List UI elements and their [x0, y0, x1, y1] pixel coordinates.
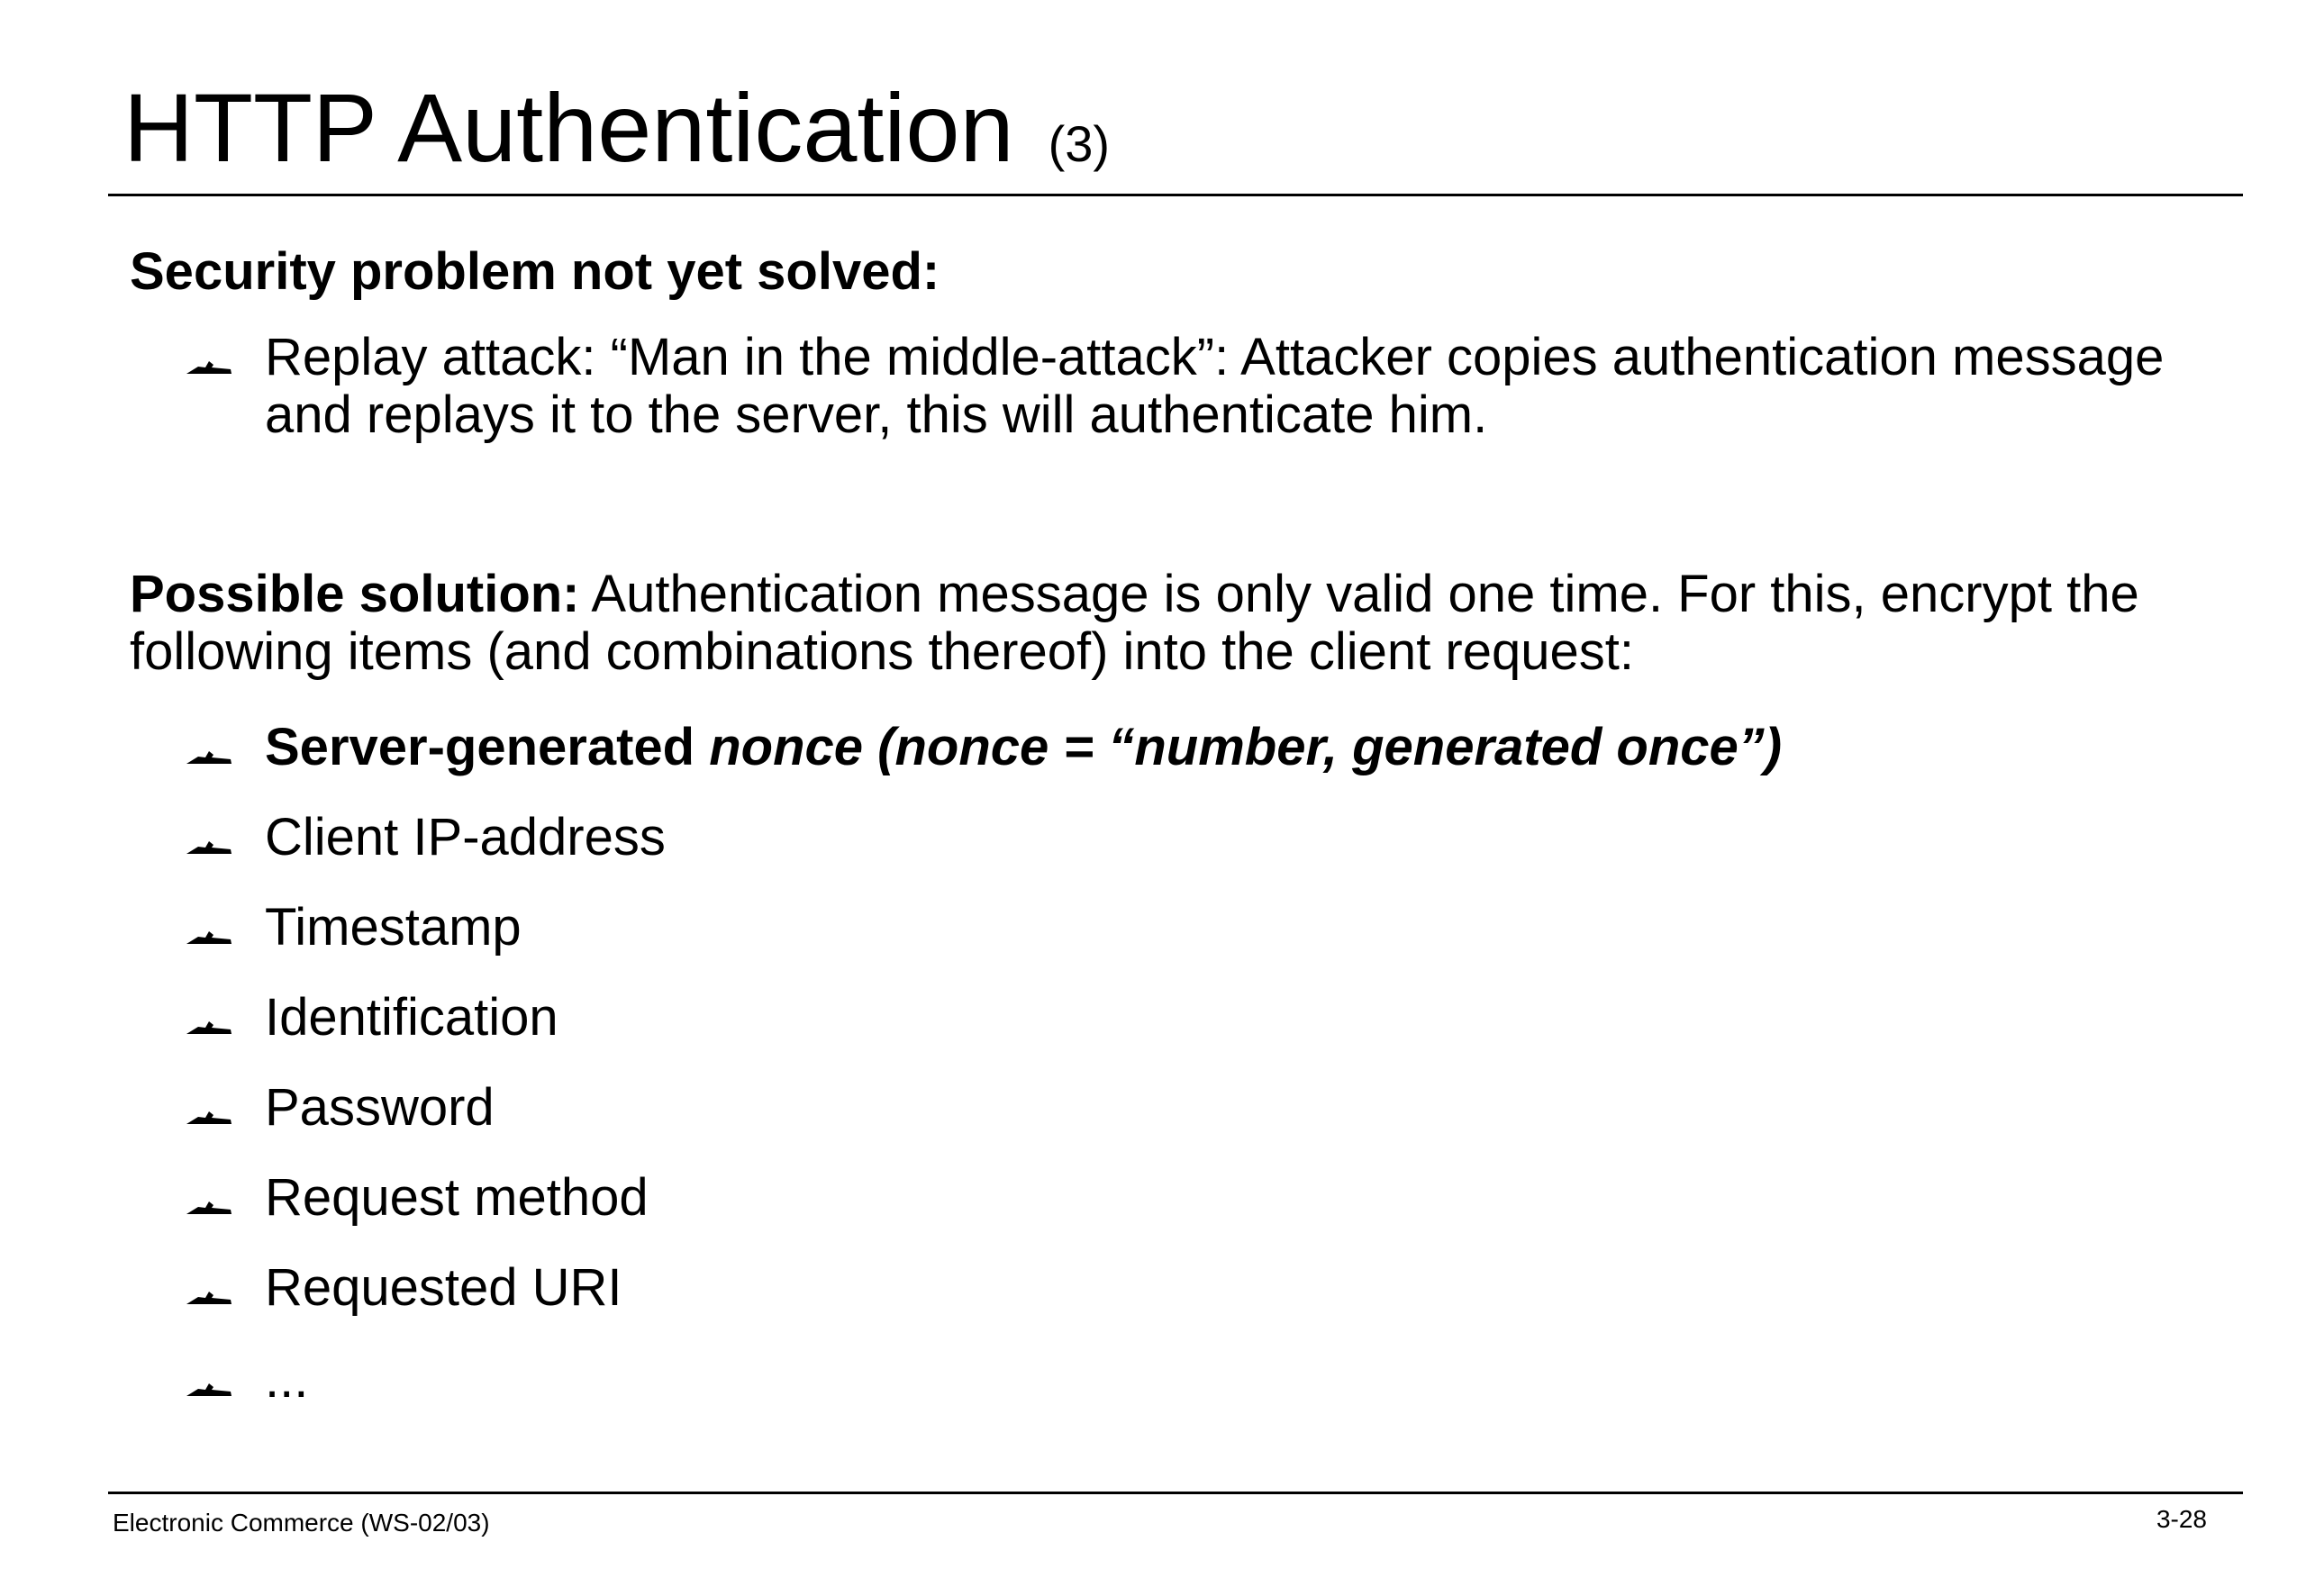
section-heading-security: Security problem not yet solved: — [130, 242, 940, 301]
hand-pointer-icon — [186, 1378, 232, 1398]
bullet-request-method — [180, 1169, 2252, 1227]
possible-solution-label: Possible solution: — [130, 565, 580, 623]
slide-title-main: HTTP Authentication — [123, 73, 1014, 182]
bullet-password — [180, 1079, 2252, 1137]
footer-divider — [108, 1492, 2243, 1494]
bullet-text: Requested URI — [265, 1258, 622, 1317]
bullet-requested-uri — [180, 1259, 2252, 1317]
bullet-identification — [180, 989, 2252, 1047]
slide-title — [123, 74, 1110, 198]
hand-pointer-icon — [186, 836, 232, 856]
bullet-text: ... — [265, 1350, 309, 1409]
title-divider — [108, 194, 2243, 196]
bullet-text: Password — [265, 1078, 495, 1137]
bullet-text: Identification — [265, 988, 558, 1047]
hand-pointer-icon — [186, 1286, 232, 1306]
slide-title-suffix: (3) — [1048, 115, 1111, 172]
bullet-text: Client IP-address — [265, 808, 666, 866]
bullet-text: Replay attack: “Man in the middle-attack”: Attacker copies authentication message and replays it to the server, this will authenticate him. — [265, 328, 2165, 444]
bullet-replay-attack — [180, 329, 2252, 444]
possible-solution-text: Authentication message is only valid one time. For this, encrypt the following items (and combinations thereof) into the client request: — [130, 565, 2139, 681]
nonce-italic-text: nonce (nonce = “number, generated once”) — [709, 718, 1783, 776]
nonce-bold-text: Server-generated — [265, 718, 710, 776]
bullet-client-ip — [180, 809, 2252, 866]
hand-pointer-icon — [186, 1106, 232, 1126]
bullet-text — [265, 719, 2252, 776]
hand-pointer-icon — [186, 1016, 232, 1036]
footer-page-number: 3-28 — [2156, 1505, 2207, 1533]
bullet-timestamp — [180, 899, 2252, 957]
hand-pointer-icon — [186, 926, 232, 946]
bullet-text: Request method — [265, 1168, 649, 1227]
bullet-ellipsis — [180, 1351, 2252, 1409]
possible-solution-paragraph — [130, 566, 2202, 681]
footer-course-label: Electronic Commerce (WS-02/03) — [113, 1509, 490, 1537]
hand-pointer-icon — [186, 746, 232, 766]
bullet-server-nonce — [180, 719, 2252, 776]
hand-pointer-icon — [186, 356, 232, 376]
bullet-text: Timestamp — [265, 898, 522, 957]
hand-pointer-icon — [186, 1196, 232, 1216]
